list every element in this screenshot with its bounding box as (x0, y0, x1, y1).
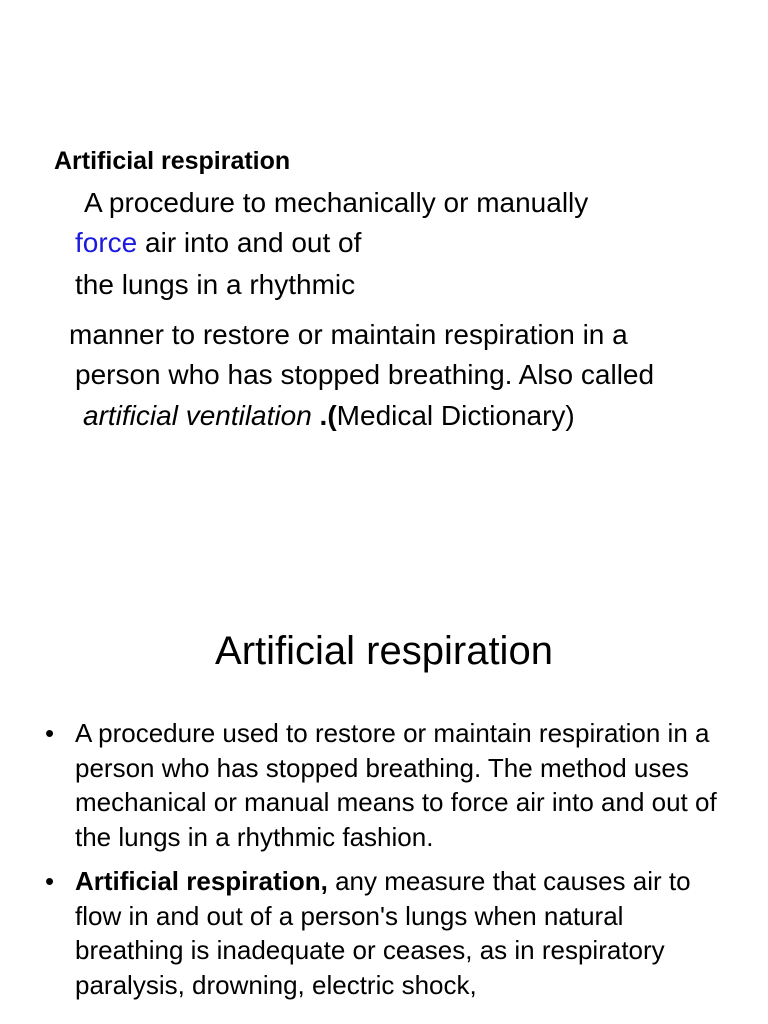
citation-open: .( (311, 400, 337, 431)
bullet-text: any measure that causes air to flow in and out of a person's lungs when natural breathing is inadequate or ceases, as in respiratory paralysis, drowning, electric shock, (75, 866, 691, 1000)
slide2-title: Artificial respiration (215, 629, 553, 673)
definition-line-2-rest: air into and out of (137, 227, 362, 258)
definition-line-3: the lungs in a rhythmic (75, 269, 356, 300)
bullet-list (45, 716, 735, 1012)
definition-line-6 (83, 399, 575, 433)
list-item (45, 864, 735, 1002)
bullet-term: Artificial respiration, (75, 866, 328, 896)
alt-term: artificial ventilation (83, 400, 312, 431)
bullet-text: A procedure used to restore or maintain respiration in a person who has stopped breathing. The method uses mechanical or manual means to force air into and out of the lungs in a rhythmic fashion. (75, 718, 717, 852)
definition-line-5: person who has stopped breathing. Also called (75, 359, 655, 390)
slide-bullets (0, 576, 768, 1024)
bullet-icon: • (45, 866, 55, 896)
definition-line-4: manner to restore or maintain respiration in a (69, 319, 628, 350)
definition-line-2 (75, 226, 361, 260)
bullet-icon: • (45, 718, 55, 748)
force-link[interactable]: force (75, 227, 138, 258)
citation-source: Medical Dictionary) (336, 400, 575, 431)
slide-definition (0, 0, 768, 500)
list-item (45, 716, 735, 854)
definition-line-1: A procedure to mechanically or manually (84, 187, 589, 218)
slide1-heading: Artificial respiration (54, 147, 291, 175)
